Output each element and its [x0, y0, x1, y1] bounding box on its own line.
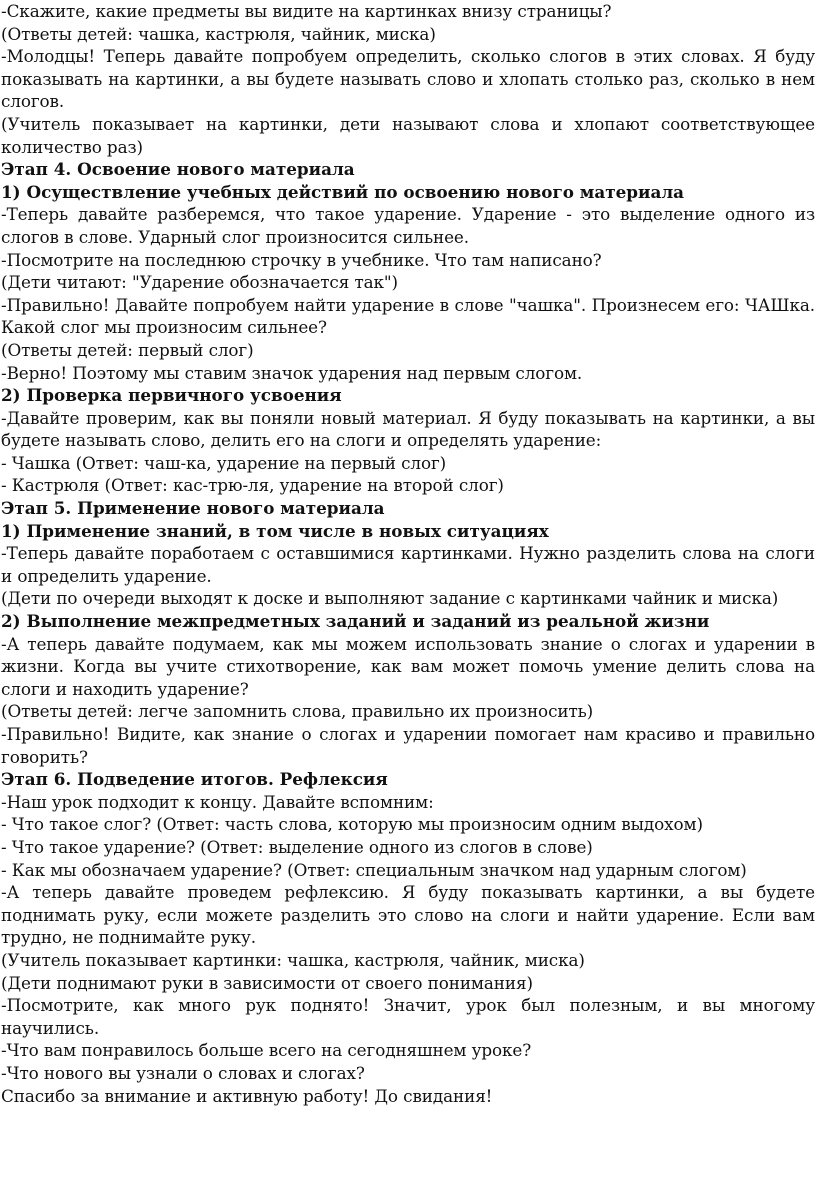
- paragraph: - Как мы обозначаем ударение? (Ответ: специальным значком над ударным слогом): [1, 859, 747, 880]
- paragraph: -А теперь давайте подумаем, как мы можем использовать знание о слогах и ударении в жизни. Когда вы учите стихотворение, как вам может помочь умение делить слова на слоги и находить ударение?: [1, 633, 815, 699]
- paragraph: (Ответы детей: первый слог): [1, 339, 254, 360]
- section-heading: Этап 5. Применение нового материала: [1, 498, 385, 519]
- paragraph: -Молодцы! Теперь давайте попробуем определить, сколько слогов в этих словах. Я буду показывать на картинки, а вы будете называть слово и хлопать столько раз, сколько в нем слогов.: [1, 46, 815, 112]
- paragraph: - Чашка (Ответ: чаш-ка, ударение на первый слог): [1, 452, 447, 473]
- paragraph: -Теперь давайте поработаем с оставшимися картинками. Нужно разделить слова на слоги и определить ударение.: [1, 543, 815, 586]
- section-heading: Этап 6. Подведение итогов. Рефлексия: [1, 769, 388, 790]
- paragraph: (Дети читают: "Ударение обозначается так"): [1, 272, 398, 293]
- section-heading: Этап 4. Освоение нового материала: [1, 159, 355, 180]
- subsection-heading: 2) Проверка первичного усвоения: [1, 385, 342, 406]
- subsection-heading: 1) Осуществление учебных действий по освоению нового материала: [1, 181, 685, 202]
- paragraph: Спасибо за внимание и активную работу! До свидания!: [1, 1085, 493, 1106]
- paragraph: -Верно! Поэтому мы ставим значок ударения над первым слогом.: [1, 362, 583, 383]
- subsection-heading: 2) Выполнение межпредметных заданий и заданий из реальной жизни: [1, 611, 710, 632]
- paragraph: -Что нового вы узнали о словах и слогах?: [1, 1062, 365, 1083]
- paragraph: - Кастрюля (Ответ: кас-трю-ля, ударение на второй слог): [1, 475, 504, 496]
- paragraph: -Давайте проверим, как вы поняли новый материал. Я буду показывать на картинки, а вы будете называть слово, делить его на слоги и определять ударение:: [1, 407, 815, 451]
- paragraph: -Посмотрите, как много рук поднято! Значит, урок был полезным, и вы многому научились.: [1, 995, 815, 1038]
- paragraph: (Учитель показывает картинки: чашка, кастрюля, чайник, миска): [1, 949, 585, 970]
- paragraph: -Посмотрите на последнюю строчку в учебнике. Что там написано?: [1, 249, 602, 270]
- paragraph: -Правильно! Давайте попробуем найти ударение в слове "чашка". Произнесем его: ЧАШка. Какой слог мы произносим сильнее?: [1, 294, 815, 338]
- paragraph: -Наш урок подходит к концу. Давайте вспомним:: [1, 791, 434, 812]
- paragraph: -Правильно! Видите, как знание о слогах и ударении помогает нам красиво и правильно говорить?: [1, 724, 815, 767]
- paragraph: -Теперь давайте разберемся, что такое ударение. Ударение - это выделение одного из слогов в слове. Ударный слог произносится сильнее.: [1, 204, 815, 247]
- paragraph: (Дети по очереди выходят к доске и выполняют задание с картинками чайник и миска): [1, 588, 779, 609]
- document-body: [1, 0, 815, 1107]
- paragraph: -А теперь давайте проведем рефлексию. Я буду показывать картинки, а вы будете поднимать руку, если можете разделить это слово на слоги и найти ударение. Если вам трудно, не поднимайте руку.: [1, 882, 815, 948]
- paragraph: -Что вам понравилось больше всего на сегодняшнем уроке?: [1, 1040, 532, 1061]
- paragraph: (Учитель показывает на картинки, дети называют слова и хлопают соответствующее количество раз): [1, 113, 815, 157]
- subsection-heading: 1) Применение знаний, в том числе в новых ситуациях: [1, 520, 549, 541]
- paragraph: (Ответы детей: чашка, кастрюля, чайник, миска): [1, 23, 436, 44]
- paragraph: - Что такое ударение? (Ответ: выделение одного из слогов в слове): [1, 836, 593, 857]
- paragraph: -Скажите, какие предметы вы видите на картинках внизу страницы?: [1, 1, 612, 21]
- paragraph: (Дети поднимают руки в зависимости от своего понимания): [1, 972, 533, 993]
- paragraph: - Что такое слог? (Ответ: часть слова, которую мы произносим одним выдохом): [1, 814, 703, 835]
- paragraph: (Ответы детей: легче запомнить слова, правильно их произносить): [1, 701, 594, 722]
